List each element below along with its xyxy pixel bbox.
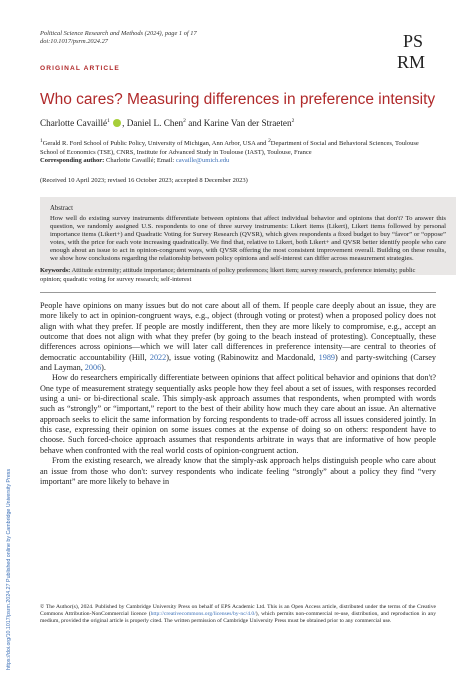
- abstract-text: How well do existing survey instruments differentiate between opinions that affect individual behavior and opinions that don't? To answer this question, we randomly assigned U.S. respondents to one of three survey instruments: Likert items (Likert), Likert items followed by personal importance items (Likert+) and Quadratic Voting for Survey Research (QVSR), which gives respondents a fixed budget to buy “favor” or “oppose” votes, with the price for each vote increasing quadratically. We find that, relative to Likert, both Likert+ and QVSR better identify people who care enough about an issue to act in opinion-congruent ways, with QVSR offering the most consistent improvement overall. Building on these results, we show how conclusions regarding the relationship between policy opinions and self-interest can differ across measurement strategies.: [50, 215, 446, 263]
- keywords-text: Attitude extremity; attitude importance; determinants of policy preferences; likert item; survey research, preference intensity; public opinion; quadratic voting for survey research; self-interest: [40, 267, 416, 283]
- affil-sup: 2: [268, 138, 271, 144]
- section-label: ORIGINAL ARTICLE: [40, 65, 120, 72]
- corresponding-label: Corresponding author:: [40, 156, 105, 164]
- email-link[interactable]: cavaille@umich.edu: [175, 156, 230, 164]
- affil-sup: 1: [40, 138, 43, 144]
- keywords: [40, 267, 436, 284]
- affiliations: [40, 137, 436, 165]
- divider: [40, 292, 436, 293]
- citation-link[interactable]: 1989: [318, 352, 336, 362]
- abstract-box: [40, 197, 456, 275]
- paragraph-text: ), issue voting (Rabinowitz and Macdonald,: [166, 352, 319, 362]
- logo-text-top: PS: [403, 31, 424, 51]
- author-name: Charlotte Cavaillé: [40, 118, 108, 129]
- vertical-doi-link[interactable]: https://doi.org/10.1017/psrm.2024.27 Published online by Cambridge University Press: [6, 468, 12, 670]
- paragraph-text: People have opinions on many issues but do not care about all of them. If people care deeply about an issue, they are more likely to act in opinion-congruent ways, e.g., object (through voting or protest) when a proposed policy does not align with what they prefer. If people are mostly indifferent, then they are more likely to compromise, e.g., accept an outcome that does not align with what they prefer (by going to the beach instead of protesting). Conceptually, these differences across opinions—which we will later call differences in preference intensity—are central to theories of democratic accountability (Hill,: [40, 301, 436, 362]
- psrm-logo: [397, 30, 437, 72]
- paragraph: How do researchers empirically differentiate between opinions that affect political behavior and opinions that don't? One type of measurement strategy sequentially asks people how they feel about a set of issues, with responses recorded using a uni- or bi-directional scale. This simply-ask approach assumes that respondents, when prompted with words such as “strongly” or “important,” report to the best of their ability how much they care about an issue. An alternative approach seeks to elicit the same information by forcing respondents to trade-off across all issues considered jointly. In this case, expressing their opinion on some issues comes at the expense of doing so on others: respondent have to choose. Such forced-choice approach assumes that respondents arbitrate in ways that are informative of how people behave when confronted with the real world costs of opinion-congruent action.: [40, 373, 436, 455]
- author-list: [40, 118, 294, 128]
- author-name: , Daniel L. Chen: [122, 118, 184, 129]
- footer-text: ), which permits non-commercial re-use, distribution, and reproduction in any medium, provided the original article is properly cited. The written permission of Cambridge University Press must be obtained prior to any commercial use.: [40, 611, 436, 624]
- footer-text: © The Author(s), 2024. Published by Cambridge University Press on behalf of EPS Academic Ltd. This is an Open Access article, distributed under the terms of the Creative Commons Attribution-NonCommercial licence (: [40, 604, 436, 617]
- author-name: and Karine Van der Straeten: [185, 118, 292, 129]
- journal-header: [40, 30, 197, 47]
- copyright-footer: [40, 604, 436, 625]
- citation-link[interactable]: 2022: [149, 352, 167, 362]
- author-affil-sup: 2: [183, 118, 186, 124]
- received-dates: (Received 10 April 2023; revised 16 October 2023; accepted 8 December 2023): [40, 177, 248, 184]
- affil-text: Department of Social and Behavioral Sciences, Toulouse School of Economics (TSE), CNRS, Institute for Advanced Study in Toulouse (IAST), Toulouse, France: [40, 140, 419, 156]
- affil-text: Gerald R. Ford School of Public Policy, University of Michigan, Ann Arbor, USA and: [42, 140, 269, 148]
- abstract-heading: Abstract: [50, 205, 74, 212]
- paragraph: From the existing research, we already know that the simply-ask approach helps distinguish people who care about an issue from those who don't: survey respondents who indicate feeling “strongly” about a policy they find “very important” are more likely to behave in: [40, 456, 436, 486]
- citation-link[interactable]: 2006: [84, 363, 102, 373]
- author-affil-sup: 1: [107, 118, 110, 124]
- author-affil-sup: 2: [291, 118, 295, 124]
- paragraph-text: ).: [101, 363, 106, 373]
- logo-text-bottom: RM: [397, 52, 426, 72]
- article-body: [40, 301, 436, 487]
- paragraph-text: ) and party-switching (Carsey and Layman,: [40, 352, 436, 373]
- keywords-label: Keywords:: [40, 267, 71, 274]
- corresponding-text: Charlotte Cavaillé; Email:: [104, 156, 176, 164]
- article-title: Who cares? Measuring differences in preference intensity: [40, 91, 436, 108]
- doi-line: doi:10.1017/psrm.2024.27: [40, 38, 108, 46]
- orcid-icon[interactable]: [113, 119, 121, 127]
- license-link[interactable]: http://creativecommons.org/licenses/by-nc/4.0/: [150, 611, 256, 617]
- journal-citation: Political Science Research and Methods (2024), page 1 of 17: [40, 30, 197, 37]
- sidebar-doi-text: [3, 380, 13, 673]
- paragraph: [40, 301, 436, 373]
